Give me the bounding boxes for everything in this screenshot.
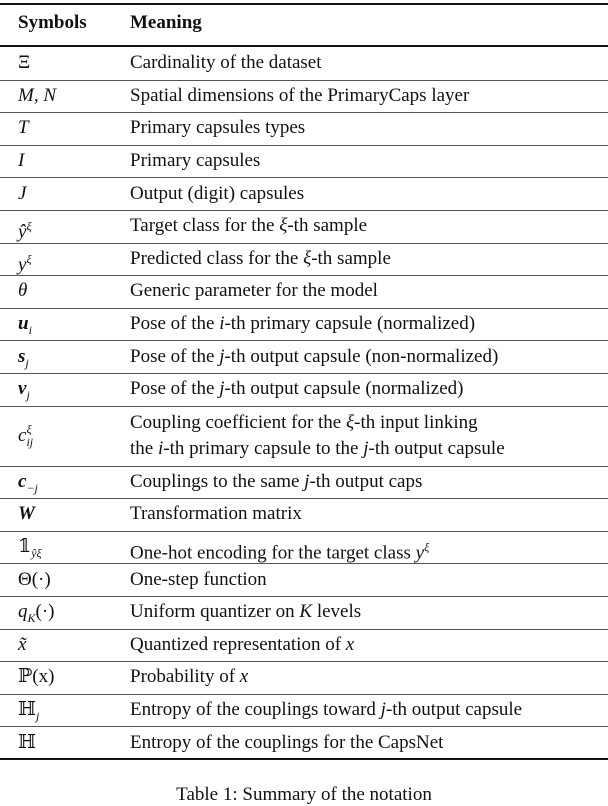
symbol-cell: $v_j$ <box>18 378 30 403</box>
meaning-cell: Coupling coefficient for the ξ-th input linking the i-th primary capsule to the j-th output capsule <box>130 411 505 459</box>
symbol-cell: x̃ <box>18 633 27 655</box>
meaning-cell: Uniform quantizer on K levels <box>130 601 362 623</box>
symbol-cell: T <box>18 117 29 139</box>
symbol-cell: W <box>18 503 35 525</box>
symbol-cell: ℍ <box>18 731 36 753</box>
table-row <box>0 661 608 694</box>
meaning-cell: Target class for the ξ-th sample <box>130 215 368 237</box>
table-row <box>0 47 608 80</box>
meaning-cell: Cardinality of the dataset <box>130 52 322 74</box>
table-row <box>0 275 608 308</box>
symbol-cell: $𝟙_{ŷ\xi}$ <box>18 536 42 560</box>
symbol-cell: $c_{-j}$ <box>18 470 38 495</box>
meaning-cell: Primary capsules <box>130 150 261 172</box>
table-row <box>0 112 608 145</box>
symbol-cell: $y^\xi$ <box>18 251 32 276</box>
table-row <box>0 243 608 276</box>
table-row <box>0 726 608 759</box>
table-row <box>0 629 608 662</box>
meaning-cell: Entropy of the couplings toward j-th output capsule <box>130 699 523 721</box>
symbol-cell: θ <box>18 280 28 302</box>
symbol-cell: c ξ ij <box>18 422 34 450</box>
meaning-cell: One-step function <box>130 568 267 590</box>
symbol-cell: $u_i$ <box>18 313 32 337</box>
table-row <box>0 596 608 629</box>
table-caption: Table 1: Summary of the notation <box>176 784 432 805</box>
symbol-cell: $s_j$ <box>18 345 29 370</box>
meaning-cell: Entropy of the couplings for the CapsNet <box>130 731 444 753</box>
meaning-cell: One-hot encoding for the target class $y^\xi$ <box>130 540 430 564</box>
meaning-cell: Pose of the j-th output capsule (normalized) <box>130 378 464 400</box>
table-row <box>0 466 608 499</box>
table-row <box>0 340 608 373</box>
table-row <box>0 308 608 341</box>
table-row <box>0 406 608 466</box>
header-meaning: Meaning <box>130 12 202 33</box>
meaning-cell: Pose of the j-th output capsule (non-normalized) <box>130 345 499 367</box>
meaning-cell: Transformation matrix <box>130 503 302 525</box>
meaning-cell: Output (digit) capsules <box>130 182 305 204</box>
symbol-cell: $ŷ^\xi$ <box>18 219 32 243</box>
meaning-cell: Predicted class for the ξ-th sample <box>130 247 391 269</box>
table-row <box>0 563 608 596</box>
table-row <box>0 498 608 531</box>
meaning-cell: Spatial dimensions of the PrimaryCaps layer <box>130 84 470 106</box>
bottom-rule <box>0 758 608 760</box>
table-row <box>0 145 608 178</box>
symbol-cell: J <box>18 182 27 204</box>
table-row <box>0 531 608 564</box>
meaning-cell: Pose of the i-th primary capsule (normalized) <box>130 313 476 335</box>
table-row <box>0 210 608 243</box>
meaning-cell: Quantized representation of x <box>130 633 355 655</box>
header-symbols: Symbols <box>18 12 87 33</box>
meaning-cell: Primary capsules types <box>130 117 306 139</box>
symbol-cell: Ξ <box>18 52 31 74</box>
meaning-cell: Probability of x <box>130 666 249 688</box>
symbol-cell: I <box>18 150 25 172</box>
table-row <box>0 373 608 406</box>
symbol-cell: ℍ$_j$ <box>18 699 40 723</box>
symbol-cell: Θ(·) <box>18 568 51 590</box>
table-row <box>0 694 608 727</box>
table-row <box>0 80 608 113</box>
meaning-cell: Generic parameter for the model <box>130 280 378 302</box>
symbol-cell: $q_K(\cdot)$ <box>18 601 55 626</box>
meaning-cell: Couplings to the same j-th output caps <box>130 470 423 492</box>
top-rule <box>0 3 608 5</box>
symbol-cell: ℙ(x) <box>18 666 55 688</box>
table-row <box>0 177 608 210</box>
symbol-cell: M, N <box>18 84 56 106</box>
